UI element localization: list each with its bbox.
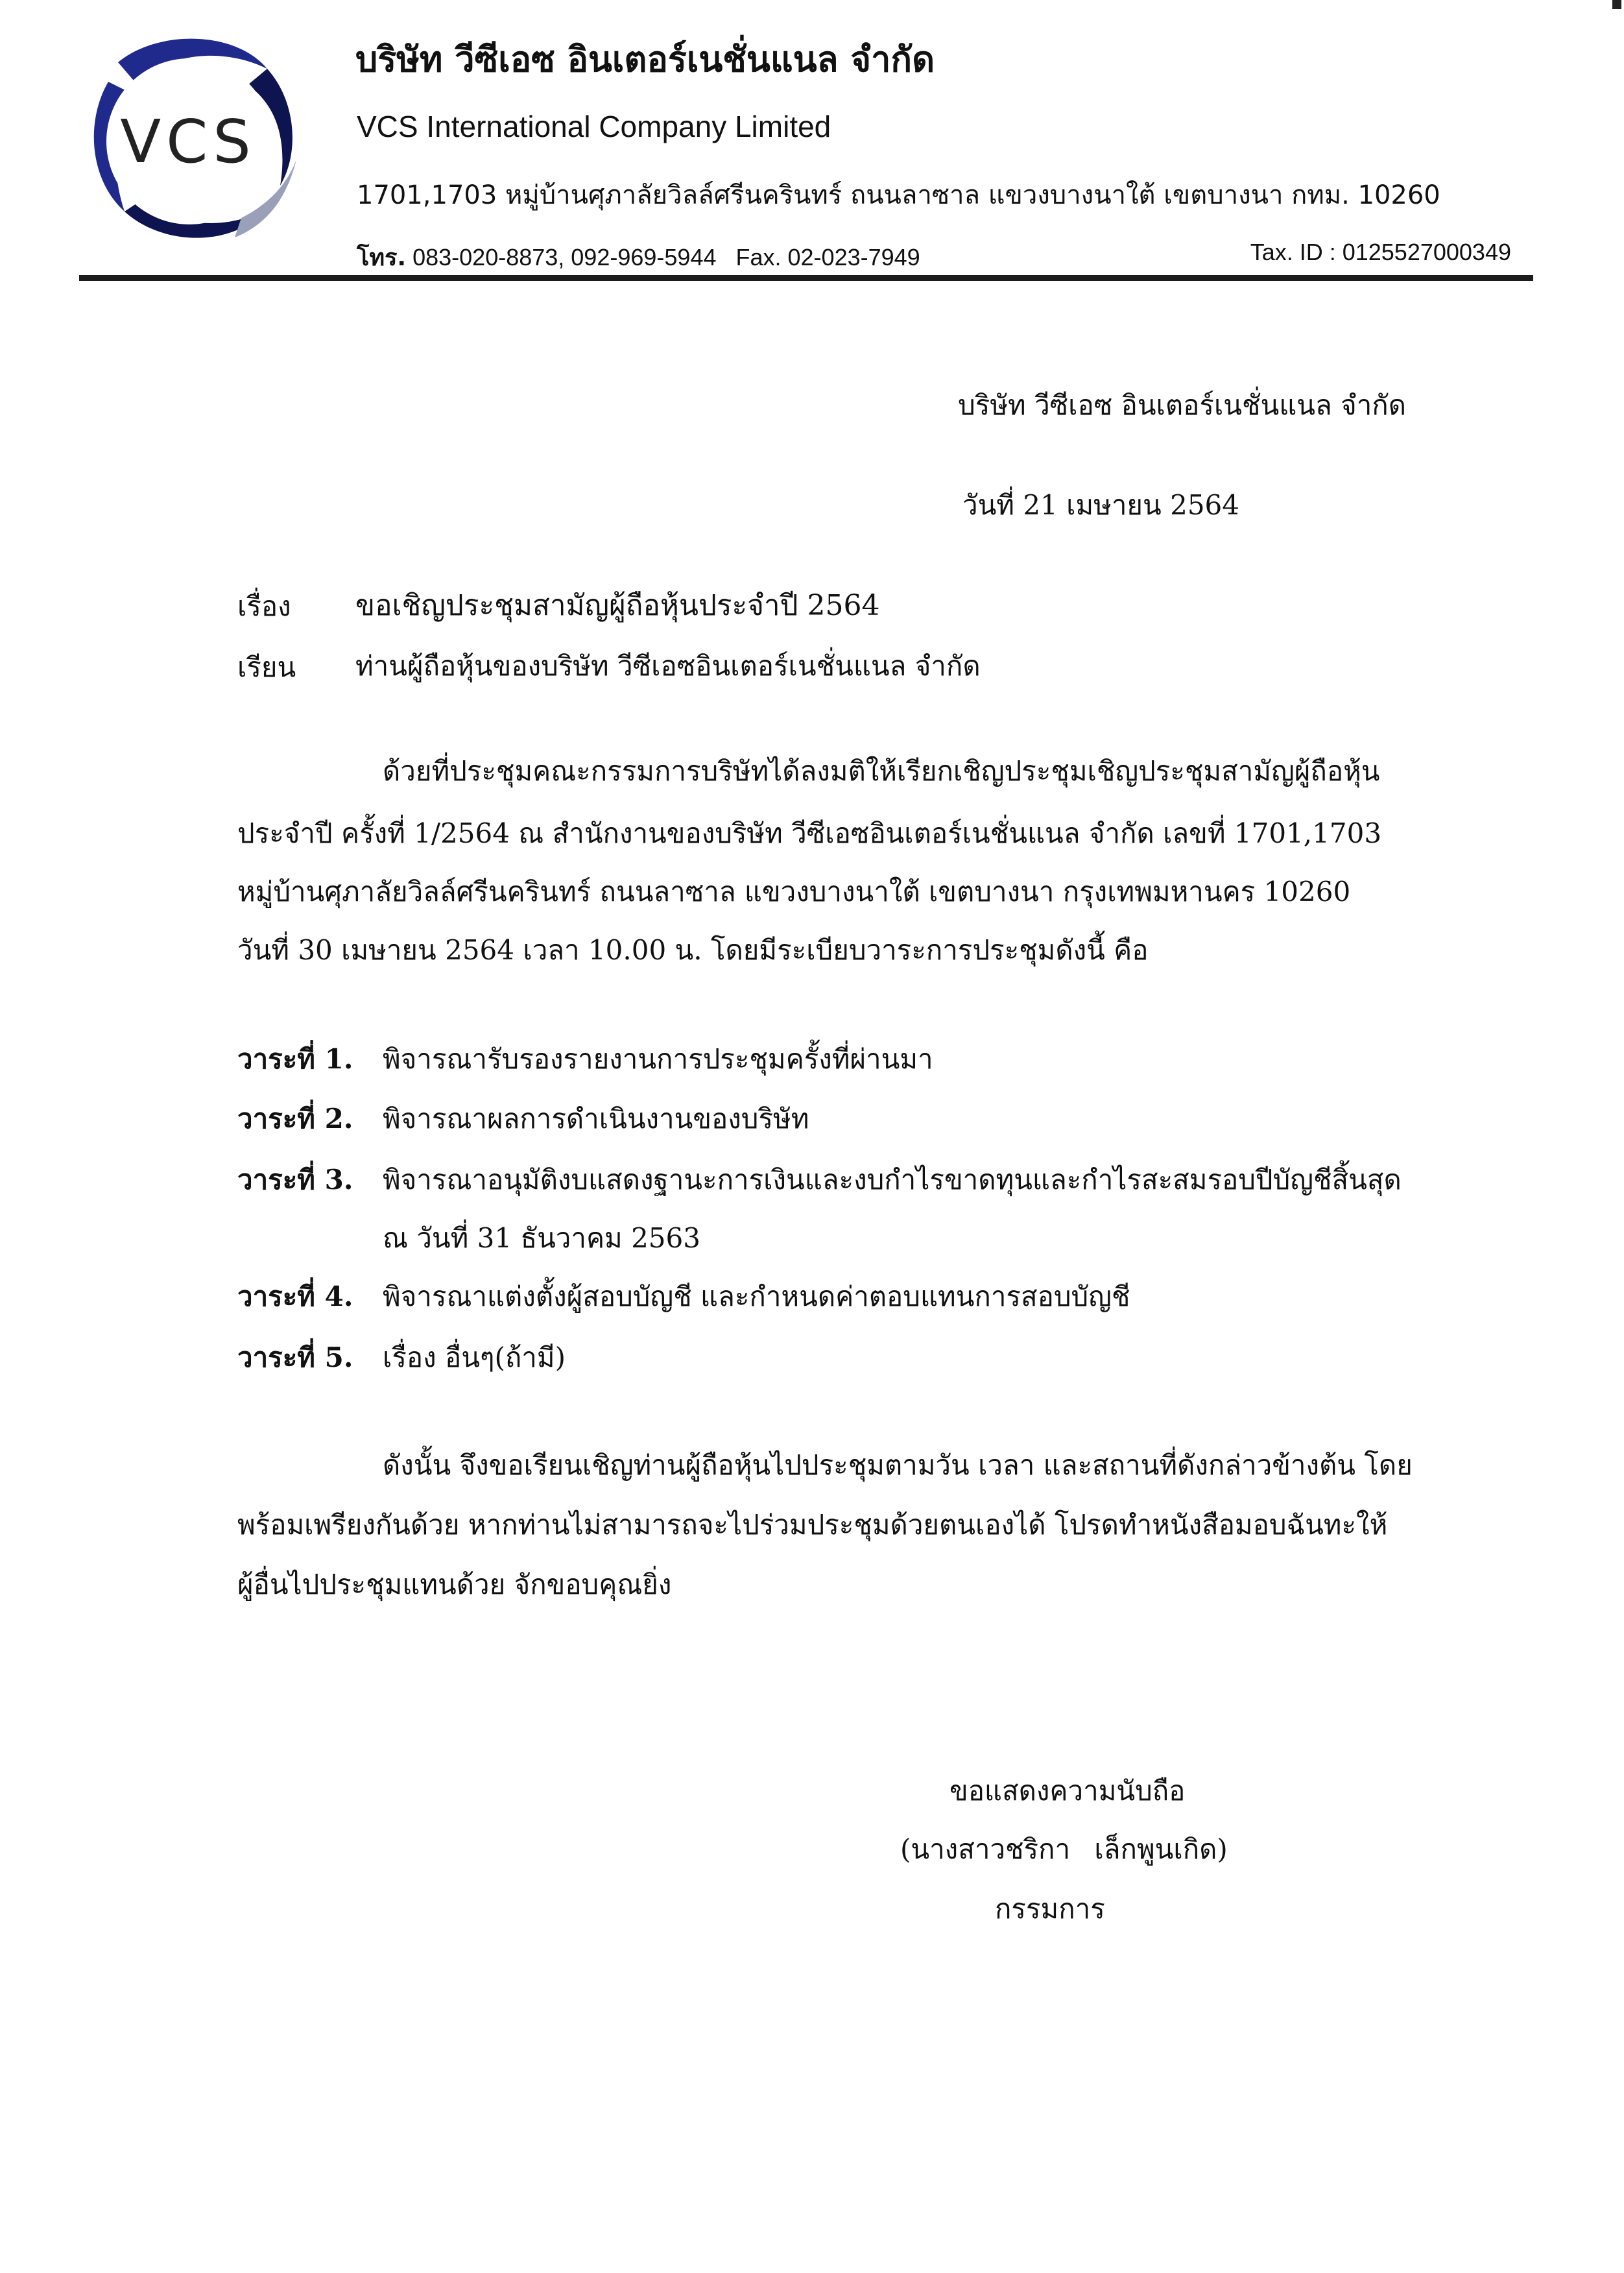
subject-text: ขอเชิญประชุมสามัญผู้ถือหุ้นประจำปี 2564 (355, 589, 880, 622)
agenda-number: วาระที่ 5. (237, 1341, 353, 1373)
agenda-item: พิจารณาแต่งตั้งผู้สอบบัญชี และกำหนดค่าตอบแทนการสอบบัญชี (383, 1281, 1130, 1312)
agenda-item: เรื่อง อื่นๆ(ถ้ามี) (383, 1341, 566, 1373)
logo-text: VCS (120, 107, 256, 176)
intro-line: ประจำปี ครั้งที่ 1/2564 ณ สำนักงานของบริษัท วีซีเอซอินเตอร์เนชั่นแนล จำกัด เลขที่ 1701,1703 (237, 817, 1382, 849)
agenda-number: วาระที่ 1. (237, 1043, 353, 1075)
closing-line: ดังนั้น จึงขอเรียนเชิญท่านผู้ถือหุ้นไปประชุมตามวัน เวลา และสถานที่ดังกล่าวข้างต้น โดย (383, 1449, 1413, 1481)
fax-number: Fax. 02-023-7949 (735, 244, 920, 271)
header-divider (79, 275, 1533, 281)
agenda-item: พิจารณาผลการดำเนินงานของบริษัท (383, 1103, 809, 1135)
closing-regards: ขอแสดงความนับถือ (949, 1775, 1186, 1807)
agenda-number: วาระที่ 3. (237, 1164, 353, 1196)
letter-date: วันที่ 21 เมษายน 2564 (962, 489, 1239, 521)
company-name-thai: บริษัท วีซีเอซ อินเตอร์เนชั่นแนล จำกัด (355, 39, 935, 80)
agenda-item: พิจารณารับรองรายงานการประชุมครั้งที่ผ่านมา (383, 1043, 933, 1075)
to-recipient: ท่านผู้ถือหุ้นของบริษัท วีซีเอซอินเตอร์เนชั่นแนล จำกัด (355, 650, 981, 682)
company-contact (357, 239, 920, 276)
sender-name: บริษัท วีซีเอซ อินเตอร์เนชั่นแนล จำกัด (958, 389, 1406, 421)
company-address: 1701,1703 หมู่บ้านศุภาลัยวิลล์ศรีนครินทร์ ถนนลาซาล แขวงบางนาใต้ เขตบางนา กทม. 10260 (357, 180, 1440, 210)
agenda-number: วาระที่ 2. (237, 1103, 353, 1135)
agenda-item-continuation: ณ วันที่ 31 ธันวาคม 2563 (383, 1222, 700, 1254)
intro-line: ด้วยที่ประชุมคณะกรรมการบริษัทได้ลงมติให้เรียกเชิญประชุมเชิญประชุมสามัญผู้ถือหุ้น (383, 755, 1380, 787)
agenda-number: วาระที่ 4. (237, 1281, 353, 1312)
signatory-name: (นางสาวชริกา เล็กพูนเกิด) (900, 1833, 1228, 1865)
phone-numbers: 083-020-8873, 092-969-5944 (412, 244, 717, 271)
intro-line: วันที่ 30 เมษายน 2564 เวลา 10.00 น. โดยมีระเบียบวาระการประชุมดังนี้ คือ (237, 934, 1149, 966)
subject-label: เรื่อง (237, 590, 291, 622)
company-name-english: VCS International Company Limited (357, 110, 831, 143)
agenda-item: พิจารณาอนุมัติงบแสดงฐานะการเงินและงบกำไรขาดทุนและกำไรสะสมรอบปีบัญชีสิ้นสุด (383, 1164, 1402, 1196)
to-label: เรียน (237, 651, 296, 683)
closing-line: ผู้อื่นไปประชุมแทนด้วย จักขอบคุณยิ่ง (237, 1569, 672, 1600)
signatory-title: กรรมการ (995, 1893, 1105, 1925)
scan-edge-mark (1612, 0, 1621, 9)
phone-label: โทร. (357, 245, 407, 271)
intro-line: หมู่บ้านศุภาลัยวิลล์ศรีนครินทร์ ถนนลาซาล แขวงบางนาใต้ เขตบางนา กรุงเทพมหานคร 10260 (237, 876, 1351, 908)
tax-id: Tax. ID : 0125527000349 (1250, 239, 1511, 265)
closing-line: พร้อมเพรียงกันด้วย หากท่านไม่สามารถจะไปร่วมประชุมด้วยตนเองได้ โปรดทำหนังสือมอบฉันทะให้ (237, 1509, 1388, 1541)
